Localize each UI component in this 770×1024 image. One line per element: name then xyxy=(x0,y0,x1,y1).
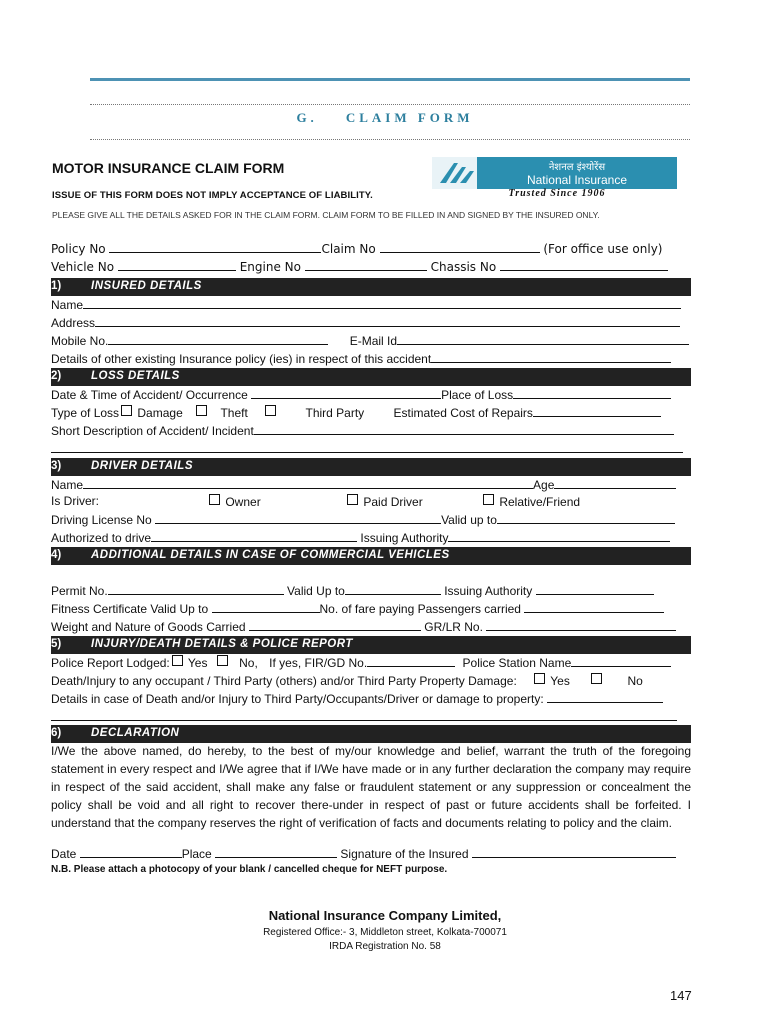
license-field[interactable] xyxy=(155,512,441,524)
section-number: 1) xyxy=(51,280,62,292)
is-driver-label: Is Driver: xyxy=(51,494,99,508)
form-title: MOTOR INSURANCE CLAIM FORM xyxy=(52,160,285,176)
permit-issuing-label: Issuing Authority xyxy=(444,584,533,598)
description-field[interactable] xyxy=(254,423,674,435)
section-title: LOSS DETAILS xyxy=(91,370,180,382)
fitness-label: Fitness Certificate Valid Up to xyxy=(51,602,209,616)
valid-up-to-label: Valid up to xyxy=(441,513,497,527)
engine-no-label: Engine No xyxy=(239,260,301,274)
vehicle-no-label: Vehicle No xyxy=(51,260,115,274)
owner-label: Owner xyxy=(225,495,261,509)
signature-field[interactable] xyxy=(472,846,676,858)
engine-no-field[interactable] xyxy=(305,259,427,271)
permit-valid-label: Valid Up to xyxy=(287,584,345,598)
third-party-checkbox[interactable] xyxy=(265,405,276,416)
relative-label: Relative/Friend xyxy=(499,495,581,509)
police-report-label: Police Report Lodged: xyxy=(51,656,170,670)
goods-field[interactable] xyxy=(249,619,421,631)
paid-driver-label: Paid Driver xyxy=(363,495,423,509)
date-time-field[interactable] xyxy=(251,387,441,399)
death-no-label: No xyxy=(627,674,643,688)
section-heading xyxy=(0,110,770,126)
death-injury-label: Death/Injury to any occupant / Third Party (others) and/or Third Party Property Damage: xyxy=(51,674,517,688)
third-party-label: Third Party xyxy=(305,406,365,420)
other-policy-label: Details of other existing Insurance policy (ies) in respect of this accident xyxy=(51,352,432,366)
vehicle-no-field[interactable] xyxy=(118,259,236,271)
chassis-no-field[interactable] xyxy=(500,259,668,271)
injury-details-field-2[interactable] xyxy=(51,709,677,721)
death-no-checkbox[interactable] xyxy=(591,673,602,684)
section-number: 2) xyxy=(51,370,62,382)
damage-checkbox[interactable] xyxy=(121,405,132,416)
fir-label: If yes, FIR/GD No. xyxy=(269,656,368,670)
place-of-loss-field[interactable] xyxy=(513,387,671,399)
section-header-insured xyxy=(51,278,691,296)
name-label: Name xyxy=(51,298,84,312)
death-yes-checkbox[interactable] xyxy=(534,673,545,684)
company-name: National Insurance Company Limited, xyxy=(268,908,502,923)
age-label: Age xyxy=(533,478,555,492)
authorized-label: Authorized to drive xyxy=(51,531,152,545)
grlr-field[interactable] xyxy=(486,619,676,631)
declaration-text: I/We the above named, do hereby, to the best of my/our knowledge and belief, warrant the truth of the foregoing statement in every respect and I/We agree that if I/We have made or in any further declaration the company may require in respect of the said accident, shall make any false or fraudulent statement or any suppression or concealment the policy shall be void and all right to recover there-under in respect of past or future accidents shall be forfeited. I understand that the company reserves the right of verification of facts and documents relating to policy and the claim. xyxy=(51,744,691,830)
claim-no-label: Claim No xyxy=(321,242,376,256)
chassis-no-label: Chassis No xyxy=(430,260,497,274)
section-title: DECLARATION xyxy=(91,727,180,739)
section-number: 3) xyxy=(51,460,62,472)
neft-note: N.B. Please attach a photocopy of your blank / cancelled cheque for NEFT purpose. xyxy=(51,864,448,875)
section-header-commercial xyxy=(51,547,691,565)
mobile-field[interactable] xyxy=(108,333,328,345)
section-header-injury xyxy=(51,636,691,654)
loss-type-row xyxy=(51,405,691,420)
estimated-cost-field[interactable] xyxy=(533,405,661,417)
section-title: INSURED DETAILS xyxy=(91,280,202,292)
type-of-loss-label: Type of Loss xyxy=(51,406,120,420)
relative-checkbox[interactable] xyxy=(483,494,494,505)
liability-notice: ISSUE OF THIS FORM DOES NOT IMPLY ACCEPTANCE OF LIABILITY. xyxy=(52,190,373,201)
license-label: Driving License No xyxy=(51,513,152,527)
goods-label: Weight and Nature of Goods Carried xyxy=(51,620,246,634)
insured-contact-row xyxy=(51,333,691,348)
description-label: Short Description of Accident/ Incident xyxy=(51,424,254,438)
dotted-rule-top xyxy=(90,104,690,105)
loss-date-row xyxy=(51,387,691,402)
section-header-driver xyxy=(51,458,691,476)
section-number: 6) xyxy=(51,727,62,739)
fir-field[interactable] xyxy=(367,655,455,667)
issuing-authority-field[interactable] xyxy=(448,530,670,542)
description-field-2[interactable] xyxy=(51,441,683,453)
police-no-checkbox[interactable] xyxy=(217,655,228,666)
policy-row xyxy=(51,241,691,256)
police-report-row xyxy=(51,655,691,670)
fitness-row xyxy=(51,601,691,616)
place-label: Place xyxy=(181,847,212,861)
date-field[interactable] xyxy=(80,846,182,858)
dotted-rule-bottom xyxy=(90,139,690,140)
valid-up-to-field[interactable] xyxy=(497,512,675,524)
police-yes-checkbox[interactable] xyxy=(172,655,183,666)
place-of-loss-label: Place of Loss xyxy=(441,388,514,402)
injury-details-row xyxy=(51,691,691,706)
logo-name-text: National Insurance xyxy=(526,173,628,187)
insured-name-row xyxy=(51,297,691,312)
authorized-field[interactable] xyxy=(151,530,357,542)
issuing-authority-label: Issuing Authority xyxy=(360,531,449,545)
estimated-cost-label: Estimated Cost of Repairs xyxy=(393,406,533,420)
instructions-notice: PLEASE GIVE ALL THE DETAILS ASKED FOR IN THE CLAIM FORM. CLAIM FORM TO BE FILLED IN AND SIGNED BY THE INSURED ONLY. xyxy=(52,210,600,220)
police-station-label: Police Station Name xyxy=(462,656,572,670)
authorized-row xyxy=(51,530,691,545)
age-field[interactable] xyxy=(554,477,676,489)
driver-name-field[interactable] xyxy=(83,477,533,489)
death-injury-row xyxy=(51,673,691,688)
other-policy-field[interactable] xyxy=(431,351,671,363)
policy-no-label: Policy No xyxy=(51,242,106,256)
section-letter: G. xyxy=(296,110,318,125)
section-number: 5) xyxy=(51,638,62,650)
other-policy-row xyxy=(51,351,691,366)
license-row xyxy=(51,512,691,527)
theft-checkbox[interactable] xyxy=(196,405,207,416)
injury-details-field[interactable] xyxy=(547,691,663,703)
section-title: CLAIM FORM xyxy=(345,110,474,125)
grlr-label: GR/LR No. xyxy=(424,620,483,634)
section-number: 4) xyxy=(51,549,62,561)
police-station-field[interactable] xyxy=(571,655,671,667)
permit-issuing-field[interactable] xyxy=(536,583,654,595)
fitness-field[interactable] xyxy=(212,601,320,613)
section-title: DRIVER DETAILS xyxy=(91,460,193,472)
owner-checkbox[interactable] xyxy=(209,494,220,505)
driver-name-label: Name xyxy=(51,478,84,492)
section-title: INJURY/DEATH DETAILS & POLICE REPORT xyxy=(91,638,353,650)
goods-row xyxy=(51,619,691,634)
mobile-label: Mobile No. xyxy=(51,334,109,348)
insured-address-row xyxy=(51,315,691,330)
place-field[interactable] xyxy=(215,846,337,858)
logo-hindi-text: नेशनल इंश्योरेंस xyxy=(548,162,606,173)
permit-label: Permit No. xyxy=(51,584,108,598)
permit-field[interactable] xyxy=(108,583,284,595)
irda-registration: IRDA Registration No. 58 xyxy=(329,941,441,952)
email-field[interactable] xyxy=(397,333,689,345)
signature-label: Signature of the Insured xyxy=(340,847,469,861)
loss-description-line2 xyxy=(51,441,691,456)
policy-no-field[interactable] xyxy=(109,241,321,253)
driver-name-row xyxy=(51,477,691,492)
permit-valid-field[interactable] xyxy=(345,583,441,595)
signature-row xyxy=(51,846,691,861)
vehicle-row xyxy=(51,259,691,274)
damage-label: Damage xyxy=(137,406,183,420)
passengers-label: No. of fare paying Passengers carried xyxy=(319,602,521,616)
registered-office: Registered Office:- 3, Middleton street, Kolkata-700071 xyxy=(263,927,507,938)
top-rule xyxy=(90,78,690,81)
section-header-loss xyxy=(51,368,691,386)
email-label: E-Mail Id xyxy=(349,334,398,348)
section-header-declaration xyxy=(51,725,691,743)
passengers-field[interactable] xyxy=(524,601,664,613)
injury-details-line2 xyxy=(51,709,691,724)
insured-name-field[interactable] xyxy=(83,297,681,309)
date-label: Date xyxy=(51,847,77,861)
injury-details-label: Details in case of Death and/or Injury to Third Party/Occupants/Driver or damage to property: xyxy=(51,692,544,706)
death-yes-label: Yes xyxy=(550,674,570,688)
claim-no-field[interactable] xyxy=(380,241,540,253)
police-yes-label: Yes xyxy=(187,656,208,670)
page-number: 147 xyxy=(670,988,692,1003)
insured-address-field[interactable] xyxy=(95,315,680,327)
logo-tagline: Trusted Since 1906 xyxy=(508,188,606,197)
permit-row xyxy=(51,583,691,598)
section-title: ADDITIONAL DETAILS IN CASE OF COMMERCIAL VEHICLES xyxy=(91,549,450,561)
national-insurance-logo xyxy=(432,157,677,197)
police-no-label: No, xyxy=(239,656,258,670)
theft-label: Theft xyxy=(220,406,248,420)
office-use-label: (For office use only) xyxy=(543,242,663,256)
date-time-label: Date & Time of Accident/ Occurrence xyxy=(51,388,248,402)
loss-description-row xyxy=(51,423,691,438)
address-label: Address xyxy=(51,316,96,330)
paid-driver-checkbox[interactable] xyxy=(347,494,358,505)
